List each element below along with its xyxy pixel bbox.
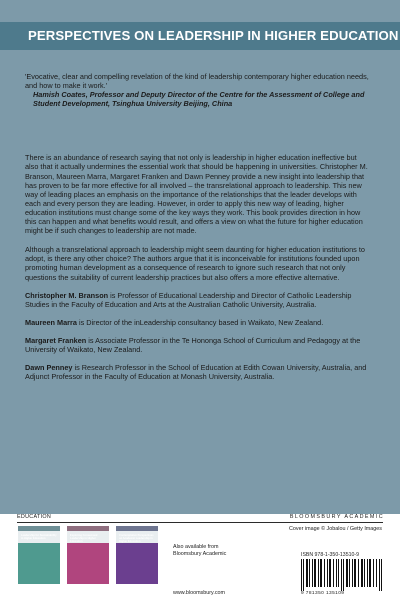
cover-image-credit: Cover image © Jobalou / Getty Images xyxy=(289,526,382,532)
divider xyxy=(17,522,383,523)
book-band xyxy=(67,526,109,531)
book-art xyxy=(67,543,109,584)
book-band xyxy=(116,526,158,531)
endorsement-attribution: Hamish Coates, Professor and Deputy Director of the Centre for the Assessment of College and Student Development, Tsinghua University Beijing, China xyxy=(33,90,365,109)
author-bio xyxy=(25,291,370,309)
author-bio-text: is Associate Professor in the Te Hononga School of Curriculum and Pedagogy at the University of Waikato, New Zealand. xyxy=(25,335,361,354)
description-paragraph-1: There is an abundance of research saying that not only is leadership in higher education ineffective but also that it actually undermines the essential work that should be happening in universities. Christopher M. Branson, Maureen Marra, Margaret Franken and Dawn Penney provide a new insight into leadership that has proven to be far more effective for all involved – the transrelational approach to leadership. This new way of leading places an emphasis on the importance of the relationships that the leader develops with each and every person they are leading. However, in order to apply this new way of leading, higher education institutions must change some of the key ways they work. This book provides direction in how this can happen and what benefits would result, and offers a view on what the future for higher education might be if such changes to leadership are not made. xyxy=(25,153,368,236)
isbn-text: ISBN 978-1-350-13510-9 xyxy=(301,552,359,558)
book-title: Contemplative Perspectives on Academic Leadership in Higher Education xyxy=(119,534,154,544)
book-title: Exploring Consensual Leadership in Higher Education xyxy=(70,534,98,544)
also-available-text: Also available from Bloomsbury Academic xyxy=(173,544,227,557)
book-title: Leadership for Sustainability in Higher Education xyxy=(21,534,57,541)
barcode xyxy=(301,559,383,591)
related-book-cover xyxy=(18,526,60,584)
book-art xyxy=(18,543,60,584)
author-bio xyxy=(25,318,370,327)
author-bio-text: is Director of the inLeadership consultancy based in Waikato, New Zealand. xyxy=(76,317,324,327)
endorsement-quote: 'Evocative, clear and compelling revelation of the kind of leadership contemporary higher education needs, and how to make it work.' xyxy=(25,72,369,91)
title-bar xyxy=(0,22,400,50)
author-bio-text: is Professor of Educational Leadership and Director of Catholic Leadership Studies in the Faculty of Education and Arts at the Australian Catholic University, Australia. xyxy=(25,290,352,309)
cover-text xyxy=(25,72,370,381)
description-paragraph-2: Although a transrelational approach to leadership might seem daunting for higher education institutions to adopt, is there any other choice? The authors argue that it is inconceivable for institutions founded upon promoting human development as a consequence of research to ignore such research that not only questions the suitability of current leadership practices but also offers a more effective alternative. xyxy=(25,245,365,282)
author-name: Dawn Penney xyxy=(25,363,73,373)
author-name: Christopher M. Branson xyxy=(25,290,109,300)
author-name: Margaret Franken xyxy=(25,335,87,345)
book-band xyxy=(18,526,60,531)
book-art xyxy=(116,543,158,584)
barcode-digits: 9 781350 135109 xyxy=(301,591,345,596)
author-bio-text: is Research Professor in the School of Education at Edith Cowan University, Australia, and Adjunct Professor in the Faculty of Education at Monash University, Australia. xyxy=(25,363,367,382)
page-title: PERSPECTIVES ON LEADERSHIP IN HIGHER EDUCATION xyxy=(28,28,399,43)
footer-panel xyxy=(0,514,400,600)
author-bio xyxy=(25,363,370,381)
author-name: Maureen Marra xyxy=(25,317,77,327)
related-book-cover xyxy=(67,526,109,584)
author-bio xyxy=(25,336,370,354)
category-label: EDUCATION xyxy=(17,514,52,520)
website-link[interactable]: www.bloomsbury.com xyxy=(173,590,226,596)
related-book-cover xyxy=(116,526,158,584)
publisher-logo: BLOOMSBURY ACADEMIC xyxy=(289,514,384,520)
